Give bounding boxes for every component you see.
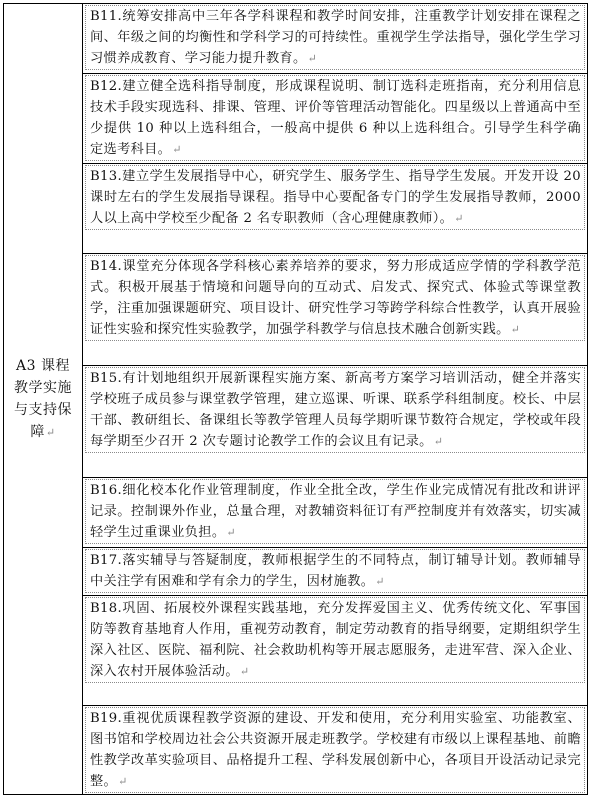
return-mark: ↵ — [118, 775, 128, 788]
table-row — [4, 254, 588, 366]
return-mark: ↵ — [239, 665, 250, 678]
table-row — [4, 4, 588, 74]
item-cell-b18 — [83, 596, 588, 706]
table-row — [4, 706, 588, 795]
item-text-b11: B11.统筹安排高中三年各学科课程和教学时间安排，注重教学计划安排在课程之间、年级之间的均衡性和学科学习的可持续性。重视学生学法指导，强化学生学习习惯养成教育、学习能力提升教育。 — [90, 9, 581, 66]
item-text-b19: B19.重视优质课程教学资源的建设、开发和使用，充分利用实验室、功能教室、图书馆和学校周边社会公共资源开展走班教学。学校建有市级以上课程基地、前瞻性教学改革实验项目、品格提升工程、学科发展创新中心，各项目开设活动记录完整。 — [90, 711, 581, 789]
return-mark: ↵ — [226, 526, 236, 539]
item-text-b13: B13.建立学生发展指导中心，研究学生、服务学生、指导学生发展。开发开设 20 课时左右的学生发展指导课程。指导中心要配备专门的学生发展指导教师，2000 人以上高中学校至少配备 2 名专职教师（含心理健康教师）。 — [90, 169, 581, 226]
item-cell-b12 — [83, 74, 588, 164]
table-row — [4, 74, 588, 164]
item-cell-b19 — [83, 706, 588, 795]
item-cell-b14 — [83, 254, 588, 366]
item-text-b15: B15.有计划地组织开展新课程实施方案、新高考方案学习培训活动，健全并落实学校班子成员参与课堂教学管理，建立巡课、听课、联系学科组制度。校长、中层干部、教研组长、备课组长等教学管理人员每学期听课节数符合规定，学校或年段每学期至少召开 2 次专题讨论教学工作的会议且有记录。 — [90, 371, 581, 449]
table-row — [4, 366, 588, 478]
evaluation-table — [3, 3, 588, 795]
table-row — [4, 548, 588, 596]
table-row — [4, 596, 588, 706]
return-mark: ↵ — [307, 52, 318, 65]
item-text-b17: B17.落实辅导与答疑制度，教师根据学生的不同特点，制订辅导计划。教师辅导中关注学有困难和学有余力的学生，因材施教。 — [90, 553, 581, 589]
return-mark: ↵ — [433, 435, 444, 448]
item-text-b16: B16.细化校本化作业管理制度，作业全批全改，学生作业完成情况有批改和讲评记录。控制课外作业，总量合理，对教辅资料征订有严控制度并有效落实，切实减轻学生过重课业负担。 — [90, 483, 581, 540]
return-mark: ↵ — [375, 575, 385, 588]
item-cell-b11 — [83, 4, 588, 74]
table-row — [4, 164, 588, 254]
item-cell-b17 — [83, 548, 588, 596]
return-mark: ↵ — [510, 323, 521, 336]
item-text-b12: B12.建立健全选科指导制度，形成课程说明、制订选科走班指南，充分利用信息技术手段实现选科、排课、管理、评价等管理活动智能化。四星级以上普通高中至少提供 10 种以上选科组合，一般高中提供 6 种以上选科组合。引导学生科学确定选考科目。 — [90, 79, 581, 157]
item-text-b14: B14.课堂充分体现各学科核心素养培养的要求，努力形成适应学情的学科教学范式。积极开展基于情境和问题导向的互动式、启发式、探究式、体验式等课堂教学，注重加强课题研究、项目设计、研究性学习等跨学科综合性教学，认真开展验证性实验和探究性实验教学，加强学科教学与信息技术融合创新实践。 — [90, 259, 581, 337]
return-mark: ↵ — [454, 212, 464, 225]
category-label: A3 课程教学实施与支持保障 — [14, 357, 72, 440]
item-cell-b16 — [83, 478, 588, 548]
item-text-b18: B18.巩固、拓展校外课程实践基地，充分发挥爱国主义、优秀传统文化、军事国防等教育基地育人作用，重视劳动教育，制定劳动教育的指导纲要，定期组织学生深入社区、医院、福利院、社会救助机构等开展志愿服务，走进军营、深入企业、深入农村开展体验活动。 — [90, 601, 581, 679]
return-mark: ↵ — [172, 143, 182, 156]
return-mark: ↵ — [45, 425, 56, 439]
table-row — [4, 478, 588, 548]
item-cell-b15 — [83, 366, 588, 478]
category-cell — [4, 4, 83, 795]
item-cell-b13 — [83, 164, 588, 254]
